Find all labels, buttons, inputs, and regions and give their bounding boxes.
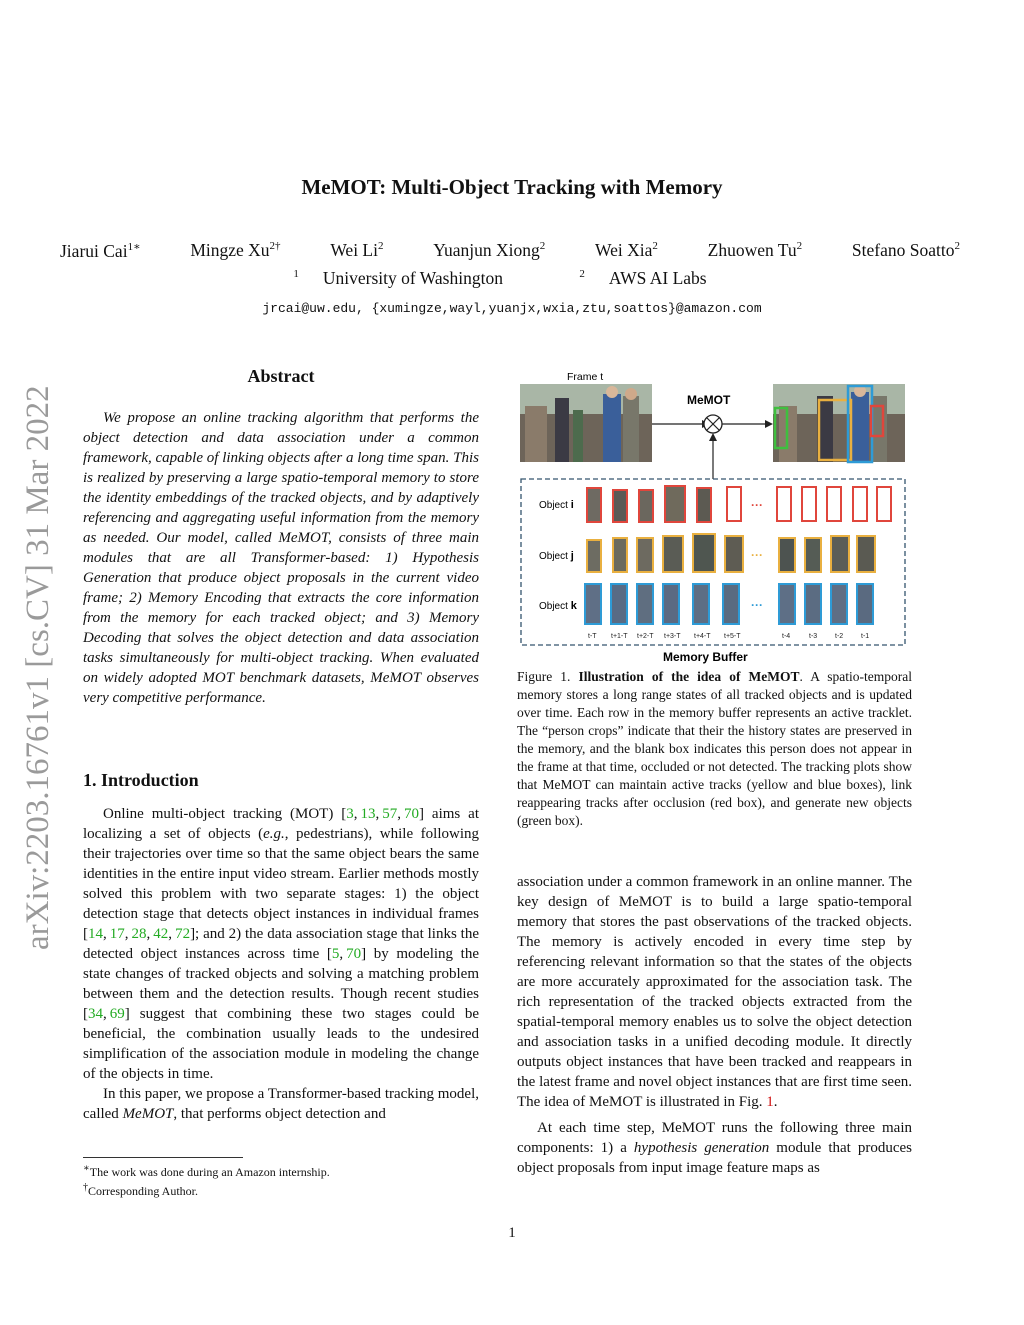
figure-1-caption: Figure 1. Illustration of the idea of MeMOT. A spatio-temporal memory stores a long range states of all tracked objects and is updated over time. Each row in the memory buffer represents an active tracklet. The “person crops” indicate that their the history states are preserved in the memory, and the blank box indicates this person does not appear in the frame at that time, occluded or not detected. The tracking plots show that MeMOT can maintain active tracks (yellow and blue boxes), link reappearing tracks after occlusion (red box), and generate new objects (green box). xyxy=(517,669,913,828)
citation-link[interactable]: 17 xyxy=(109,926,125,942)
page-number: 1 xyxy=(508,1225,516,1241)
model-label: MeMOT xyxy=(687,393,731,407)
footnote-rule xyxy=(83,1157,243,1158)
svg-text:···: ··· xyxy=(751,598,763,612)
memory-row-object-j xyxy=(587,534,875,572)
svg-text:···: ··· xyxy=(751,548,763,562)
citation-link[interactable]: 5 xyxy=(331,946,340,962)
time-label: t-1 xyxy=(861,633,870,640)
author: Zhuowen Tu$^2$ xyxy=(707,240,803,260)
right-paragraph-2: At each time step, MeMOT runs the following three main components: 1) a hypothesis generation module that produces object proposals from input image feature maps as xyxy=(517,1120,912,1176)
time-label: t-3 xyxy=(809,633,818,640)
citation-link[interactable]: 42 xyxy=(153,926,169,942)
author: Yuanjun Xiong$^2$ xyxy=(433,240,546,260)
abstract-text: We propose an online tracking algorithm that performs the object detection and data association under a common framework, capable of linking objects after a long time span. This is realized by preserving a large spatio-temporal memory to store the identity embeddings of the tracked objects, and by adaptively referencing and aggregating useful information from the memory as needed. Our model, called MeMOT, consists of three main modules that are all Transformer-based: 1) Hypothesis Generation that produce object proposals in the current video frame; 2) Memory Encoding that extracts the core information from the memory for each tracked object; and 3) Memory Decoding that solves the object detection and data association tasks simultaneously for multi-object tracking. When evaluated on widely adopted MOT benchmark datasets, MeMOT observes very competitive performance. xyxy=(83,410,479,706)
citation-link[interactable]: 72 xyxy=(175,926,191,942)
object-row-label xyxy=(539,550,574,562)
citation-link[interactable]: 14 xyxy=(88,926,103,942)
time-label: t+5-T xyxy=(724,633,741,640)
output-frame-image xyxy=(773,384,905,462)
arxiv-identifier: arXiv:2203.16761v1 [cs.CV] 31 Mar 2022 xyxy=(20,385,56,950)
author: Wei Li$^2$ xyxy=(330,240,384,260)
citation-link[interactable]: 13 xyxy=(360,806,376,822)
svg-text:···: ··· xyxy=(751,498,763,512)
affiliation: $^1$ University of Washington xyxy=(293,268,503,288)
affiliation: $^2$ AWS AI Labs xyxy=(579,268,707,288)
time-label: t+2-T xyxy=(637,633,654,640)
memory-row-object-i xyxy=(587,486,891,522)
citation-link[interactable]: 70 xyxy=(404,806,420,822)
citation-link[interactable]: 69 xyxy=(109,1006,125,1022)
memory-row-object-k xyxy=(585,584,873,624)
author: Wei Xia$^2$ xyxy=(594,240,658,260)
intro-body xyxy=(83,804,479,1124)
frame-label: Frame t xyxy=(567,371,604,383)
memory-buffer-label: Memory Buffer xyxy=(663,650,748,664)
figure-reference-link[interactable]: 1 xyxy=(766,1094,774,1110)
author: Stefano Soatto$^2$ xyxy=(851,240,960,260)
citation-link[interactable]: 3 xyxy=(346,806,354,822)
intro-paragraph-2: In this paper, we propose a Transformer-based tracking model, called MeMOT, that performs object detection and xyxy=(83,1086,479,1122)
time-label: t+4-T xyxy=(694,633,711,640)
footnote: ∗The work was done during an Amazon internship. xyxy=(83,1163,330,1179)
figure-1-diagram xyxy=(517,366,912,666)
time-label: t-4 xyxy=(782,633,791,640)
section-heading-introduction: 1. Introduction xyxy=(83,770,199,790)
time-label: t+3-T xyxy=(664,633,681,640)
citation-link[interactable]: 28 xyxy=(131,926,147,942)
svg-text:Object j: Object j xyxy=(539,550,574,562)
citation-link[interactable]: 70 xyxy=(346,946,362,962)
paper-title: MeMOT: Multi-Object Tracking with Memory xyxy=(301,175,723,199)
author: Jiarui Cai$^{1∗}$ xyxy=(60,240,141,261)
author: Mingze $Xu^{2\dagger}$ xyxy=(190,240,281,260)
footnotes xyxy=(83,1157,479,1199)
object-row-label xyxy=(539,600,578,612)
object-row-label xyxy=(539,499,574,511)
svg-text:Object k: Object k xyxy=(539,600,577,612)
citation-link[interactable]: 57 xyxy=(382,806,398,822)
intro-paragraph-1: Online multi-object tracking (MOT) [3, 13, 57, 70] aims at localizing a set of objects (e.g., pedestrians), while following their trajectories over time so that the same object bears the same identities in the entire input video stream. Earlier methods mostly solved this problem with two separate stages: 1) the object detection stage that detects object instances in individual frames [14, 17, 28, 42, 72]; and 2) the data association stage that links the detected object instances across time [5, 70] by modeling the state changes of tracked objects and solving a matching problem between them and the detection results. Though recent studies [34, 69] suggest that combining these two stages could be beneficial, the combination usually leads to the undesired simplification of the association module in modeling the change of the objects in time. xyxy=(83,806,479,1082)
time-label: t+1-T xyxy=(611,633,628,640)
time-axis-labels xyxy=(588,633,869,640)
author-list xyxy=(60,240,960,262)
time-label: t-2 xyxy=(835,633,844,640)
footnote: †Corresponding Author. xyxy=(83,1182,198,1198)
author-emails: jrcai@uw.edu, {xumingze,wayl,yuanjx,wxia,ztu,soattos}@amazon.com xyxy=(262,301,762,316)
input-frame-image xyxy=(520,384,652,462)
citation-link[interactable]: 34 xyxy=(88,1006,103,1022)
affiliations xyxy=(0,268,1024,289)
abstract-heading: Abstract xyxy=(247,366,315,386)
right-paragraph-1: association under a common framework in an online manner. The key design of MeMOT is to build a large spatio-temporal memory that stores the past observations of the tracked objects. The memory is actively encoded in every time step by referencing relevant information so that the states of the objects are more accurately approximated for the association task. The rich representation of the tracked objects extracted from the spatial-temporal memory enables us to solve the object detection and association tasks in a unified decoding module. It directly outputs object instances that have been tracked and reappears in the latest frame and novel object instances that are first time seen. The idea of MeMOT is illustrated in Fig. 1. xyxy=(517,874,912,1110)
svg-text:Object i: Object i xyxy=(539,499,574,511)
time-label: t-T xyxy=(588,633,597,640)
right-column-body xyxy=(517,872,912,1178)
